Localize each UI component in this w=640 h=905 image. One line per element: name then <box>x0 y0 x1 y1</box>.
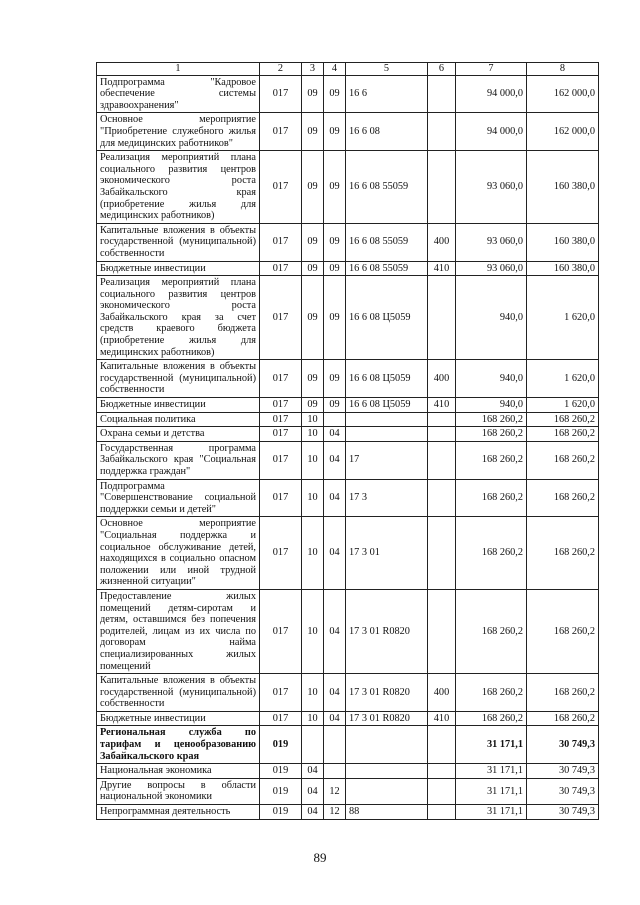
expense-type-cell <box>428 726 456 764</box>
expense-name-cell: Капитальные вложения в объекты государственной (муниципальной) собственности <box>97 360 260 398</box>
subsection-code-cell: 12 <box>324 805 346 820</box>
table-row <box>97 764 599 779</box>
section-code-cell: 10 <box>302 412 324 427</box>
amount-year2-cell: 168 260,2 <box>527 711 599 726</box>
header-row <box>97 63 599 76</box>
expense-name-cell: Основное мероприятие "Приобретение служебного жилья для медицинских работников" <box>97 113 260 151</box>
section-code-cell: 09 <box>302 276 324 360</box>
expense-name-cell: Предоставление жилых помещений детям-сиротам и детям, оставшимся без попечения родителей, лицам из их числа по договорам найма специализированных жилых помещений <box>97 589 260 673</box>
expense-name-cell: Другие вопросы в области национальной экономики <box>97 778 260 804</box>
section-code-cell <box>302 726 324 764</box>
amount-year1-cell: 93 060,0 <box>456 261 527 276</box>
target-article-cell: 16 6 08 55059 <box>346 261 428 276</box>
target-article-cell <box>346 427 428 442</box>
ministry-code-cell: 019 <box>260 805 302 820</box>
section-code-cell: 09 <box>302 261 324 276</box>
amount-year1-cell: 168 260,2 <box>456 441 527 479</box>
expense-type-cell <box>428 75 456 113</box>
amount-year1-cell: 94 000,0 <box>456 75 527 113</box>
amount-year1-cell: 31 171,1 <box>456 778 527 804</box>
subsection-code-cell: 04 <box>324 441 346 479</box>
ministry-code-cell: 017 <box>260 517 302 590</box>
amount-year1-cell: 168 260,2 <box>456 412 527 427</box>
amount-year1-cell: 93 060,0 <box>456 151 527 224</box>
table-row <box>97 427 599 442</box>
table-row <box>97 778 599 804</box>
amount-year2-cell: 168 260,2 <box>527 441 599 479</box>
expense-type-cell <box>428 113 456 151</box>
amount-year2-cell: 1 620,0 <box>527 398 599 413</box>
amount-year2-cell: 30 749,3 <box>527 726 599 764</box>
section-code-cell: 10 <box>302 479 324 517</box>
column-header: 5 <box>346 63 428 76</box>
table-row <box>97 589 599 673</box>
subsection-code-cell: 04 <box>324 711 346 726</box>
target-article-cell: 17 3 01 R0820 <box>346 711 428 726</box>
section-code-cell: 04 <box>302 764 324 779</box>
ministry-code-cell: 017 <box>260 711 302 726</box>
section-code-cell: 09 <box>302 223 324 261</box>
amount-year1-cell: 168 260,2 <box>456 674 527 712</box>
section-code-cell: 10 <box>302 589 324 673</box>
section-code-cell: 04 <box>302 805 324 820</box>
subsection-code-cell: 04 <box>324 427 346 442</box>
subsection-code-cell: 09 <box>324 75 346 113</box>
expense-name-cell: Охрана семьи и детства <box>97 427 260 442</box>
amount-year1-cell: 168 260,2 <box>456 711 527 726</box>
expense-type-cell: 400 <box>428 360 456 398</box>
target-article-cell <box>346 778 428 804</box>
amount-year1-cell: 168 260,2 <box>456 589 527 673</box>
table-row <box>97 398 599 413</box>
ministry-code-cell: 017 <box>260 479 302 517</box>
expense-name-cell: Подпрограмма "Кадровое обеспечение системы здравоохранения" <box>97 75 260 113</box>
section-code-cell: 09 <box>302 398 324 413</box>
amount-year2-cell: 1 620,0 <box>527 276 599 360</box>
expense-name-cell: Капитальные вложения в объекты государственной (муниципальной) собственности <box>97 223 260 261</box>
section-code-cell: 09 <box>302 151 324 224</box>
table-row <box>97 223 599 261</box>
expense-type-cell <box>428 764 456 779</box>
target-article-cell <box>346 764 428 779</box>
expense-type-cell <box>428 778 456 804</box>
amount-year1-cell: 31 171,1 <box>456 805 527 820</box>
subsection-code-cell: 09 <box>324 276 346 360</box>
target-article-cell <box>346 726 428 764</box>
subsection-code-cell <box>324 412 346 427</box>
expense-type-cell: 410 <box>428 261 456 276</box>
section-code-cell: 09 <box>302 75 324 113</box>
target-article-cell: 17 3 01 R0820 <box>346 674 428 712</box>
column-header: 1 <box>97 63 260 76</box>
target-article-cell: 16 6 08 55059 <box>346 223 428 261</box>
expense-name-cell: Подпрограмма "Совершенствование социальной поддержки семьи и детей" <box>97 479 260 517</box>
ministry-code-cell: 017 <box>260 113 302 151</box>
table-row <box>97 441 599 479</box>
expense-name-cell: Реализация мероприятий плана социального развития центров экономического роста Забайкальского края (приобретение жилья для медицинских работников) <box>97 151 260 224</box>
expense-name-cell: Реализация мероприятий плана социального развития центров экономического роста Забайкальского края за счет средств краевого бюджета (приобретение жилья для медицинских работников) <box>97 276 260 360</box>
ministry-code-cell: 017 <box>260 276 302 360</box>
amount-year1-cell: 93 060,0 <box>456 223 527 261</box>
expense-type-cell <box>428 517 456 590</box>
target-article-cell: 16 6 08 Ц5059 <box>346 360 428 398</box>
ministry-code-cell: 017 <box>260 589 302 673</box>
table-row <box>97 261 599 276</box>
ministry-code-cell: 017 <box>260 223 302 261</box>
expense-name-cell: Региональная служба по тарифам и ценообразованию Забайкальского края <box>97 726 260 764</box>
subsection-code-cell: 09 <box>324 360 346 398</box>
amount-year2-cell: 168 260,2 <box>527 674 599 712</box>
amount-year2-cell: 1 620,0 <box>527 360 599 398</box>
subsection-code-cell <box>324 764 346 779</box>
amount-year1-cell: 168 260,2 <box>456 517 527 590</box>
expense-type-cell <box>428 412 456 427</box>
expense-name-cell: Бюджетные инвестиции <box>97 711 260 726</box>
expense-type-cell <box>428 479 456 517</box>
ministry-code-cell: 017 <box>260 151 302 224</box>
target-article-cell: 17 <box>346 441 428 479</box>
section-code-cell: 10 <box>302 711 324 726</box>
subsection-code-cell: 09 <box>324 398 346 413</box>
amount-year1-cell: 31 171,1 <box>456 726 527 764</box>
expense-name-cell: Бюджетные инвестиции <box>97 398 260 413</box>
expense-name-cell: Непрограммная деятельность <box>97 805 260 820</box>
expense-type-cell <box>428 276 456 360</box>
expense-type-cell: 400 <box>428 674 456 712</box>
section-code-cell: 10 <box>302 427 324 442</box>
subsection-code-cell: 09 <box>324 261 346 276</box>
column-header: 8 <box>527 63 599 76</box>
amount-year2-cell: 160 380,0 <box>527 223 599 261</box>
amount-year2-cell: 168 260,2 <box>527 427 599 442</box>
amount-year1-cell: 94 000,0 <box>456 113 527 151</box>
amount-year2-cell: 168 260,2 <box>527 589 599 673</box>
table-row <box>97 75 599 113</box>
subsection-code-cell: 04 <box>324 589 346 673</box>
amount-year2-cell: 162 000,0 <box>527 113 599 151</box>
subsection-code-cell: 09 <box>324 223 346 261</box>
ministry-code-cell: 017 <box>260 75 302 113</box>
page-number: 89 <box>313 850 327 865</box>
table-row <box>97 726 599 764</box>
table-row <box>97 517 599 590</box>
target-article-cell: 88 <box>346 805 428 820</box>
budget-table <box>96 62 599 820</box>
ministry-code-cell: 017 <box>260 441 302 479</box>
table-row <box>97 276 599 360</box>
amount-year2-cell: 162 000,0 <box>527 75 599 113</box>
target-article-cell: 16 6 <box>346 75 428 113</box>
target-article-cell: 16 6 08 <box>346 113 428 151</box>
subsection-code-cell: 12 <box>324 778 346 804</box>
ministry-code-cell: 017 <box>260 360 302 398</box>
ministry-code-cell: 019 <box>260 778 302 804</box>
expense-type-cell <box>428 805 456 820</box>
section-code-cell: 10 <box>302 674 324 712</box>
amount-year1-cell: 168 260,2 <box>456 479 527 517</box>
amount-year2-cell: 160 380,0 <box>527 261 599 276</box>
ministry-code-cell: 017 <box>260 412 302 427</box>
target-article-cell: 16 6 08 Ц5059 <box>346 276 428 360</box>
table-row <box>97 674 599 712</box>
amount-year1-cell: 168 260,2 <box>456 427 527 442</box>
expense-type-cell: 410 <box>428 711 456 726</box>
expense-type-cell <box>428 441 456 479</box>
expense-type-cell: 410 <box>428 398 456 413</box>
amount-year1-cell: 940,0 <box>456 360 527 398</box>
amount-year2-cell: 30 749,3 <box>527 764 599 779</box>
subsection-code-cell: 04 <box>324 517 346 590</box>
ministry-code-cell: 019 <box>260 726 302 764</box>
expense-name-cell: Национальная экономика <box>97 764 260 779</box>
amount-year2-cell: 168 260,2 <box>527 517 599 590</box>
expense-name-cell: Основное мероприятие "Социальная поддержка и социальное обслуживание детей, находящихся в социально опасном положении или иной трудной жизненной ситуации" <box>97 517 260 590</box>
target-article-cell: 16 6 08 55059 <box>346 151 428 224</box>
target-article-cell: 16 6 08 Ц5059 <box>346 398 428 413</box>
expense-name-cell: Капитальные вложения в объекты государственной (муниципальной) собственности <box>97 674 260 712</box>
table-row <box>97 711 599 726</box>
amount-year2-cell: 168 260,2 <box>527 479 599 517</box>
ministry-code-cell: 017 <box>260 674 302 712</box>
section-code-cell: 04 <box>302 778 324 804</box>
subsection-code-cell <box>324 726 346 764</box>
ministry-code-cell: 019 <box>260 764 302 779</box>
table-row <box>97 113 599 151</box>
subsection-code-cell: 04 <box>324 479 346 517</box>
expense-type-cell: 400 <box>428 223 456 261</box>
amount-year2-cell: 160 380,0 <box>527 151 599 224</box>
ministry-code-cell: 017 <box>260 261 302 276</box>
target-article-cell: 17 3 01 <box>346 517 428 590</box>
column-header: 3 <box>302 63 324 76</box>
section-code-cell: 10 <box>302 517 324 590</box>
column-header: 4 <box>324 63 346 76</box>
expense-name-cell: Государственная программа Забайкальского края "Социальная поддержка граждан" <box>97 441 260 479</box>
column-header: 2 <box>260 63 302 76</box>
column-header: 6 <box>428 63 456 76</box>
subsection-code-cell: 09 <box>324 151 346 224</box>
target-article-cell <box>346 412 428 427</box>
amount-year1-cell: 940,0 <box>456 398 527 413</box>
amount-year1-cell: 31 171,1 <box>456 764 527 779</box>
table-row <box>97 360 599 398</box>
expense-type-cell <box>428 427 456 442</box>
amount-year2-cell: 30 749,3 <box>527 778 599 804</box>
expense-name-cell: Бюджетные инвестиции <box>97 261 260 276</box>
expense-type-cell <box>428 151 456 224</box>
subsection-code-cell: 09 <box>324 113 346 151</box>
expense-type-cell <box>428 589 456 673</box>
column-header: 7 <box>456 63 527 76</box>
amount-year1-cell: 940,0 <box>456 276 527 360</box>
table-row <box>97 479 599 517</box>
amount-year2-cell: 168 260,2 <box>527 412 599 427</box>
section-code-cell: 09 <box>302 360 324 398</box>
section-code-cell: 10 <box>302 441 324 479</box>
table-row <box>97 805 599 820</box>
section-code-cell: 09 <box>302 113 324 151</box>
target-article-cell: 17 3 <box>346 479 428 517</box>
ministry-code-cell: 017 <box>260 427 302 442</box>
expense-name-cell: Социальная политика <box>97 412 260 427</box>
amount-year2-cell: 30 749,3 <box>527 805 599 820</box>
ministry-code-cell: 017 <box>260 398 302 413</box>
table-row <box>97 151 599 224</box>
subsection-code-cell: 04 <box>324 674 346 712</box>
target-article-cell: 17 3 01 R0820 <box>346 589 428 673</box>
table-row <box>97 412 599 427</box>
